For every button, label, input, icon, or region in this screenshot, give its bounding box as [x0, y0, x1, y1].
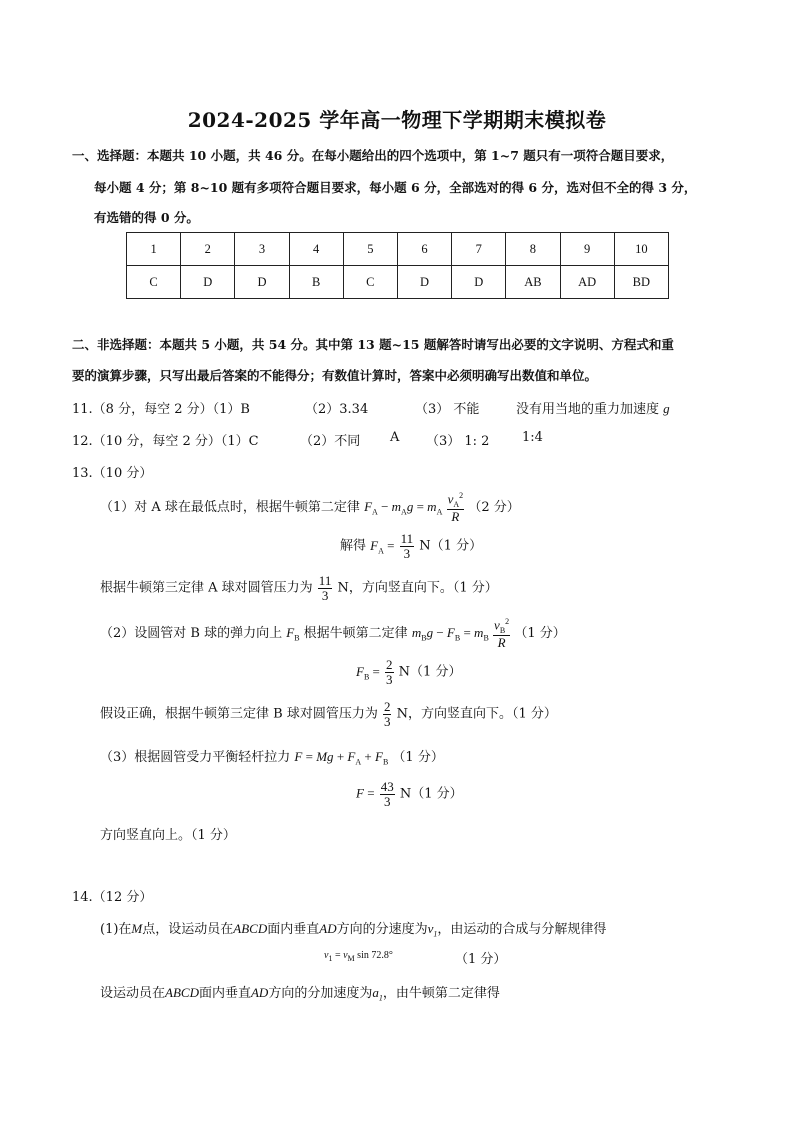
q13-line7-score: （1 分）: [392, 750, 444, 765]
section1-line1: 一、选择题：本题共 10 小题，共 46 分。在每小题给出的四个选项中，第 1~7 题只有一项符合题目要求，: [72, 148, 674, 163]
q14-head: 14.（12 分）: [72, 890, 153, 905]
fraction-denominator: 3: [321, 587, 329, 603]
q13-line7-a: （3）根据圆管受力平衡轻杆拉力: [100, 750, 291, 765]
answer-cell: D: [397, 266, 451, 299]
q13-line2: 解得 $F_A$ = $\frac{11}{3}$ N（1 分）: [340, 531, 483, 561]
answer-table: [126, 232, 669, 299]
fraction-2-3: [385, 658, 394, 686]
q11-part2: （2）3.34: [305, 402, 369, 417]
fraction-numerator: 43: [380, 779, 394, 794]
question-number: 5: [343, 233, 397, 266]
var-v1: $v_1$: [427, 921, 438, 939]
q11-part4-text: 没有用当地的重力加速度: [516, 402, 660, 417]
fraction-numerator: 11: [400, 531, 414, 546]
section1-line2: 每小题 4 分；第 8~10 题有多项符合题目要求，每小题 6 分，全部选对的得 6 分，选对但不全的得 3 分，: [94, 180, 697, 195]
q14-eq: $v_1 = v_M$ sin 72.8°: [324, 950, 393, 963]
fraction-denominator: 3: [383, 713, 391, 729]
q13-line1-score: （2 分）: [468, 499, 520, 515]
fraction-denominator: 3: [383, 793, 391, 809]
fraction-numerator: 11: [318, 573, 332, 588]
fraction-43-3: [380, 780, 395, 808]
question-number: 3: [235, 233, 289, 266]
answer-table-answer-row: [127, 266, 669, 299]
q12-head: 12.（10 分，每空 2 分）（1）C: [72, 434, 259, 449]
q11-head: 11.（8 分，每空 2 分）（1）B: [72, 402, 250, 417]
answer-table-number-row: [127, 233, 669, 266]
q11-part4: [516, 398, 670, 417]
q13-eq1: $F_A - m_Ag = m_A$ $\frac{v_A^2}{R}$: [364, 491, 464, 525]
q14-line1-b: 点，设运动员在: [142, 922, 234, 937]
q14-line3-c: 方向的分加速度为: [268, 986, 373, 1001]
q12-part3: （3） 1: 2: [426, 434, 490, 449]
q13-line8-score: N（1 分）: [399, 786, 463, 802]
fraction-11-3: [318, 574, 333, 602]
q13-line1: [100, 492, 520, 524]
q14-eq-sin: sin 72.8°: [357, 950, 393, 961]
question-number: 1: [127, 233, 181, 266]
var-a1: $a_1$: [372, 985, 383, 1003]
plane-ABCD: ABCD: [233, 921, 268, 936]
answer-cell: D: [452, 266, 506, 299]
question-number: 6: [397, 233, 451, 266]
q13-line4-a: （2）设圆管对 B 球的弹力向上: [100, 625, 283, 641]
q13-line4: （2）设圆管对 B 球的弹力向上 $F_B$ 根据牛顿第二定律 $m_Bg - F_B = m_B$ $\frac{v_B^2}{R}$ （1 分）: [100, 617, 566, 651]
var-a1-letter: a: [372, 985, 379, 1000]
fraction-denominator: 3: [386, 671, 393, 687]
answer-cell: AB: [506, 266, 560, 299]
q13-line3: [100, 574, 498, 602]
question-number: 4: [289, 233, 343, 266]
q13-line3-a: 根据牛顿第三定律 A 球对圆管压力为: [100, 580, 313, 596]
q12-part2: （2）不同: [300, 434, 361, 449]
fraction-numerator: 2: [386, 657, 393, 672]
q14-line1-a: (1)在: [100, 922, 132, 937]
answer-cell: D: [181, 266, 235, 299]
line-AD: AD: [250, 985, 269, 1000]
q14-line3: [100, 982, 500, 1003]
answer-cell: C: [127, 266, 181, 299]
q14-line1-d: 方向的分速度为: [336, 922, 428, 937]
q13-line1-text: （1）对 A 球在最低点时，根据牛顿第二定律: [100, 499, 360, 515]
answer-cell: AD: [560, 266, 614, 299]
q13-line5: $F_B$ = $\frac{2}{3}$ N（1 分）: [356, 657, 462, 687]
fraction-numerator: 2: [383, 699, 391, 714]
q14-line1-e: ，由运动的合成与分解规律得: [437, 922, 607, 937]
q13-line4-score: （1 分）: [514, 625, 566, 641]
q14-line3-a: 设运动员在: [100, 986, 166, 1001]
q13-eq2: $m_Bg - F_B = m_B$ $\frac{v_B^2}{R}$: [411, 617, 510, 651]
q13-line3-b: N，方向竖直向下。（1 分）: [337, 580, 498, 596]
q14-line3-d: ，由牛顿第二定律得: [382, 986, 500, 1001]
q12-part3b: 1:4: [522, 430, 543, 445]
q14-line3-b: 面内垂直: [198, 986, 251, 1001]
section2-line1: 二、非选择题：本题共 5 小题，共 54 分。其中第 13 题~15 题解答时请写出必要的文字说明、方程式和重: [72, 337, 674, 352]
answer-cell: D: [235, 266, 289, 299]
q13-line9: 方向竖直向上。（1 分）: [100, 828, 236, 843]
question-number: 7: [452, 233, 506, 266]
section1-line3: 有选错的得 0 分。: [94, 210, 199, 225]
q13-line8: F = $\frac{43}{3}$ N（1 分）: [356, 779, 463, 809]
fraction-2-3: [383, 700, 392, 728]
answer-cell: B: [289, 266, 343, 299]
fraction-denominator: 3: [403, 545, 411, 561]
question-number: 9: [560, 233, 614, 266]
q14-line1: [100, 918, 606, 939]
q13-line6: [100, 700, 557, 728]
q13-line4-b: 根据牛顿第二定律: [303, 625, 408, 641]
q14-line1-c: 面内垂直: [267, 922, 320, 937]
question-number: 8: [506, 233, 560, 266]
q13-line6-a: 假设正确，根据牛顿第三定律 B 球对圆管压力为: [100, 706, 378, 722]
q11-part3: （3） 不能: [415, 402, 480, 417]
q13-line7: （3）根据圆管受力平衡轻杆拉力 $F = Mg + F_A + F_B$ （1 分）: [100, 749, 444, 767]
q13-line6-b: N，方向竖直向下。（1 分）: [396, 706, 557, 722]
q13-line2-text: 解得: [340, 538, 367, 554]
answer-cell: BD: [614, 266, 668, 299]
q13-line2-score: N（1 分）: [419, 538, 483, 554]
question-number: 10: [614, 233, 668, 266]
page-title: 2024-2025 学年高一物理下学期期末模拟卷: [187, 108, 607, 132]
q13-line5-score: N（1 分）: [398, 664, 462, 680]
section2-line2: 要的演算步骤，只写出最后答案的不能得分；有数值计算时，答案中必须明确写出数值和单位。: [72, 368, 598, 383]
q13-head: 13.（10 分）: [72, 466, 153, 481]
line-AD: AD: [319, 921, 337, 936]
var-v1-letter: v: [427, 921, 434, 936]
point-M: M: [131, 921, 143, 936]
q12-part2b: A: [390, 430, 400, 445]
plane-ABCD: ABCD: [165, 985, 199, 1000]
fraction-11-3: [400, 532, 415, 560]
q14-eq-score: （1 分）: [455, 952, 507, 967]
question-number: 2: [181, 233, 235, 266]
answer-cell: C: [343, 266, 397, 299]
q11-part4-var: g: [663, 401, 670, 416]
